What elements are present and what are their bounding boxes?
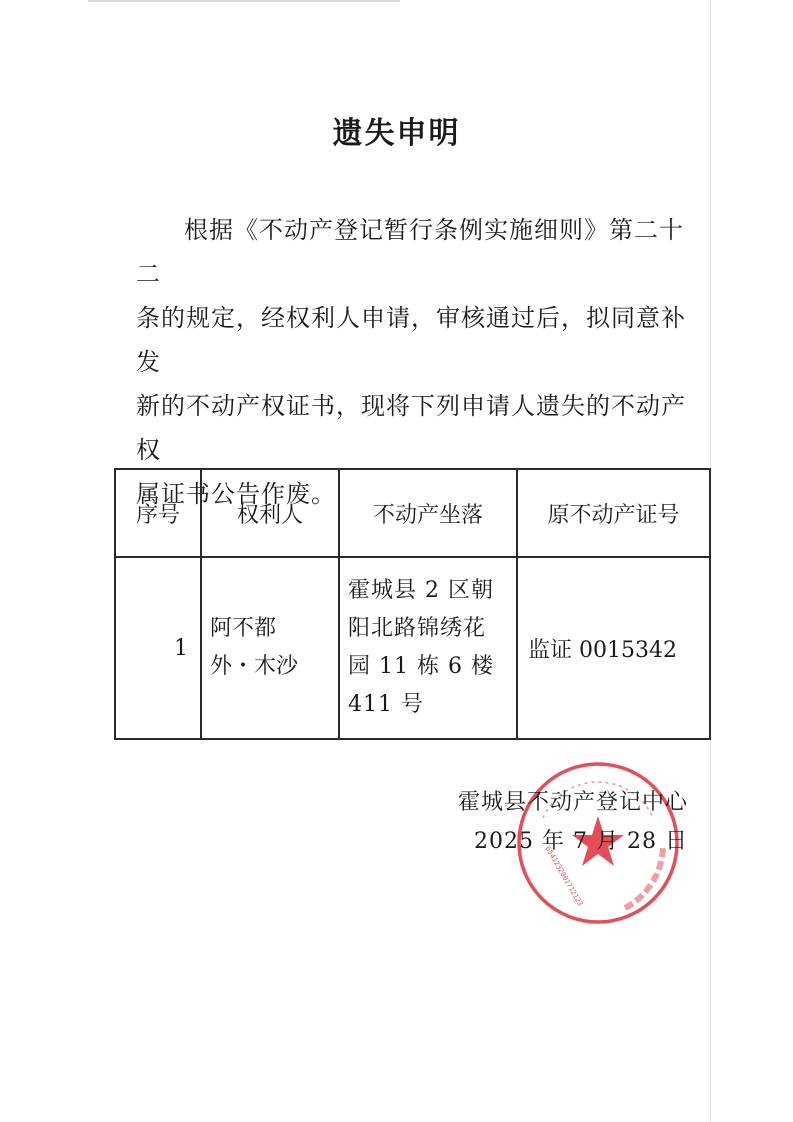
table-row (115, 557, 710, 739)
lost-certificate-table (114, 468, 711, 740)
document-title: 遗失申明 (332, 116, 461, 151)
cell-owner (201, 557, 339, 739)
header-location: 不动产坐落 (339, 469, 517, 557)
body-line-2: 条的规定，经权利人申请，审核通过后，拟同意补发 (136, 304, 686, 376)
seal-chinese-arc (625, 848, 663, 908)
location-line-2: 阳北路锦绣花 (348, 616, 487, 641)
body-line-1: 根据《不动产登记暂行条例实施细则》第二十二 (136, 216, 684, 288)
issue-date: 2025 年 7 月 28 日 (474, 829, 688, 854)
body-line-3: 新的不动产权证书，现将下列申请人遗失的不动产权 (136, 392, 686, 464)
issuing-organization: 霍城县不动产登记中心 (457, 790, 688, 815)
cell-location (339, 557, 517, 739)
location-line-3: 园 11 栋 6 楼 (348, 654, 494, 679)
table-header-row (115, 469, 710, 557)
owner-line-2: 外・木沙 (210, 654, 299, 679)
cell-certificate: 监证 0015342 (517, 557, 710, 739)
location-line-4: 411 号 (348, 692, 424, 717)
header-owner: 权利人 (201, 469, 339, 557)
cell-seq: 1 (115, 557, 201, 739)
owner-line-1: 阿不都 (210, 616, 277, 641)
location-line-1: 霍城县 2 区朝 (348, 578, 494, 603)
body-line-4: 属证书公告作废。 (136, 480, 336, 508)
seal-code: 6541232001712123 (543, 845, 585, 908)
header-seq: 序号 (115, 469, 201, 557)
top-border-line (88, 0, 400, 2)
header-certificate: 原不动产证号 (517, 469, 710, 557)
